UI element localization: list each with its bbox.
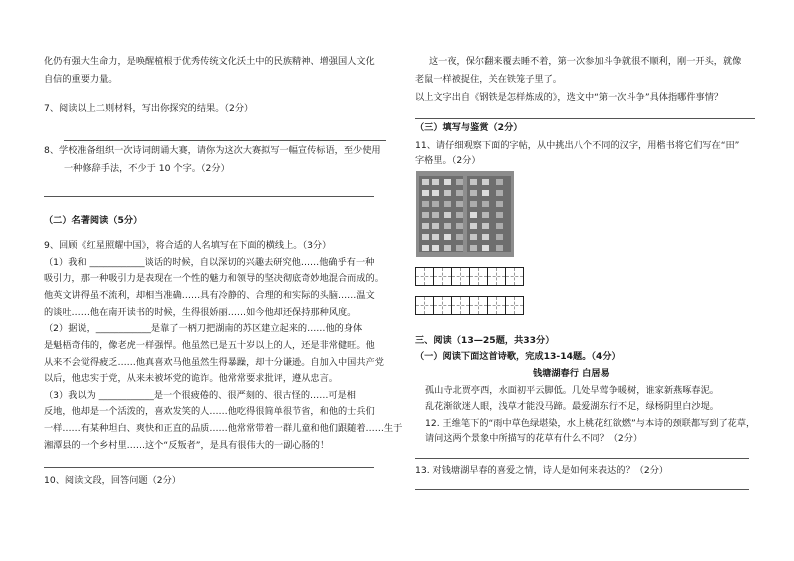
section-title-writing: （三）填写与鉴赏（2分）: [415, 122, 523, 133]
answer-line-q9[interactable]: [44, 467, 374, 468]
question-9: 9、回顾《红星照耀中国》，将合适的人名填写在下面的横线上。（3分）: [44, 240, 332, 251]
tian-grid-cell[interactable]: [488, 297, 506, 314]
passage-2-line: 以后，他忠实于党，从来未被坏党的诡诈。他常常要求批评，遵从忠言。: [44, 373, 338, 384]
passage-1-line: （1）我和 ____________谈话的时候，自以深切的兴趣去研究他……他确乎有一种: [44, 257, 375, 268]
passage-3-line: 湘潭县的一个乡村里……这个“反叛者”，是具有很伟大的一副心肠的！: [44, 440, 330, 451]
passage-2-line: 从来不会觉得疲乏……他真喜欢马他虽然生得暴躁，却十分谦逊。自加入中国共产党: [44, 357, 384, 368]
tian-grid-row-2: [415, 296, 524, 315]
question-10-prompt: 以上文字出自《钢铁是怎样炼成的》，选文中“第一次斗争”具体指哪件事情？: [415, 92, 724, 103]
section-title-classics: （二）名著阅读（5分）: [44, 215, 143, 226]
poem-line-2: 乱花渐欲迷人眼，浅草才能没马蹄。最爱湖东行不足，绿杨阴里白沙堤。: [425, 401, 719, 412]
question-11-cont: 字格里。（2分）: [415, 155, 481, 166]
excerpt-line: 这一夜，保尔翻来覆去睡不着，第一次参加斗争就很不顺利，刚一开头，就像: [429, 56, 742, 67]
tian-grid-cell[interactable]: [416, 297, 434, 314]
passage-3-line: （3）我以为 ____________是一个很疲倦的、很严刻的、很古怪的……可是相: [44, 390, 356, 401]
section-title-reading: 三、阅读（13—25题，共33分）: [415, 335, 555, 346]
tian-grid-cell[interactable]: [488, 268, 506, 285]
tian-grid-cell[interactable]: [470, 297, 488, 314]
question-13: 13. 对钱塘湖早春的喜爱之情，诗人是如何来表达的？（2分）: [415, 465, 669, 476]
section-title-poem: （一）阅读下面这首诗歌，完成13-14题。（4分）: [415, 351, 621, 362]
tian-grid-cell[interactable]: [452, 268, 470, 285]
answer-line-q8[interactable]: [44, 196, 374, 197]
answer-line-q10[interactable]: [415, 118, 755, 119]
poem-title: 钱塘湖春行 白居易: [533, 368, 610, 379]
question-8-cont: 一种修辞手法，不少于 10 个字。（2分）: [64, 163, 230, 174]
question-8: 8、学校准备组织一次诗词朗诵大赛，请你为这次大赛拟写一幅宣传标语，至少使用: [44, 145, 381, 156]
tian-grid-row-1: [415, 267, 524, 286]
answer-line-q13[interactable]: [415, 489, 749, 490]
poem-line-1: 孤山寺北贾亭西，水面初平云脚低。几处早莺争暖树，谁家新燕啄春泥。: [425, 385, 719, 396]
question-11: 11、请仔细观察下面的字帖，从中挑出八个不同的汉字，用楷书将它们写在“田”: [415, 140, 740, 151]
question-12-cont: 请问这两个景象中所描写的花草有什么不同？（2分）: [425, 433, 643, 444]
answer-line-q7[interactable]: [64, 140, 386, 141]
tian-grid-cell[interactable]: [416, 268, 434, 285]
answer-line-q12[interactable]: [415, 458, 749, 459]
passage-1-line: 的谈吐……他在南开读书的时候，生得很娇丽……如今他却还保持那种风度。: [44, 307, 357, 318]
excerpt-line: 老鼠一样被捉住，关在铁笼子里了。: [415, 74, 562, 85]
question-12: 12. 王维笔下的“雨中草色绿堪染，水上桃花红欲燃”与本诗的颈联都写到了花草，: [425, 418, 756, 429]
tian-grid-cell[interactable]: [470, 268, 488, 285]
material-text-line: 化仍有强大生命力，是唤醒植根于优秀传统文化沃土中的民族精神、增强国人文化: [44, 56, 375, 67]
tian-grid-cell[interactable]: [506, 297, 523, 314]
passage-2-line: （2）据说，____________是靠了一柄刀把湖南的苏区建立起来的……他的身体: [44, 323, 363, 334]
material-text-line: 自信的重要力量。: [44, 74, 118, 85]
passage-2-line: 是魁梧奇伟的，像老虎一样强悍。他虽然已是五十岁以上的人，还是非常健旺。他: [44, 340, 375, 351]
tian-grid-cell[interactable]: [434, 297, 452, 314]
tian-grid-cell[interactable]: [434, 268, 452, 285]
passage-1-line: 他英文讲得虽不流利，却相当准确……具有冷静的、合理的和实际的头脑……温文: [44, 290, 375, 301]
passage-3-line: 一样……有某种坦白、爽快和正直的品质……他常常带着一群儿童和他们跟随着……生于: [44, 423, 403, 434]
tian-grid-cell[interactable]: [506, 268, 523, 285]
passage-3-line: 反地，他却是一个活泼的，喜欢发笑的人……他吃得很简单很节省，和他的士兵们: [44, 406, 375, 417]
question-7: 7、阅读以上二则材料，写出你探究的结果。（2分）: [44, 103, 254, 114]
calligraphy-copybook-image: [416, 171, 514, 257]
question-10: 10、阅读文段，回答问题（2分）: [44, 475, 181, 486]
tian-grid-cell[interactable]: [452, 297, 470, 314]
passage-1-line: 吸引力，那一种吸引力是表现在一个性的魅力和领导的坚决彻底奇妙地混合而成的。: [44, 273, 384, 284]
